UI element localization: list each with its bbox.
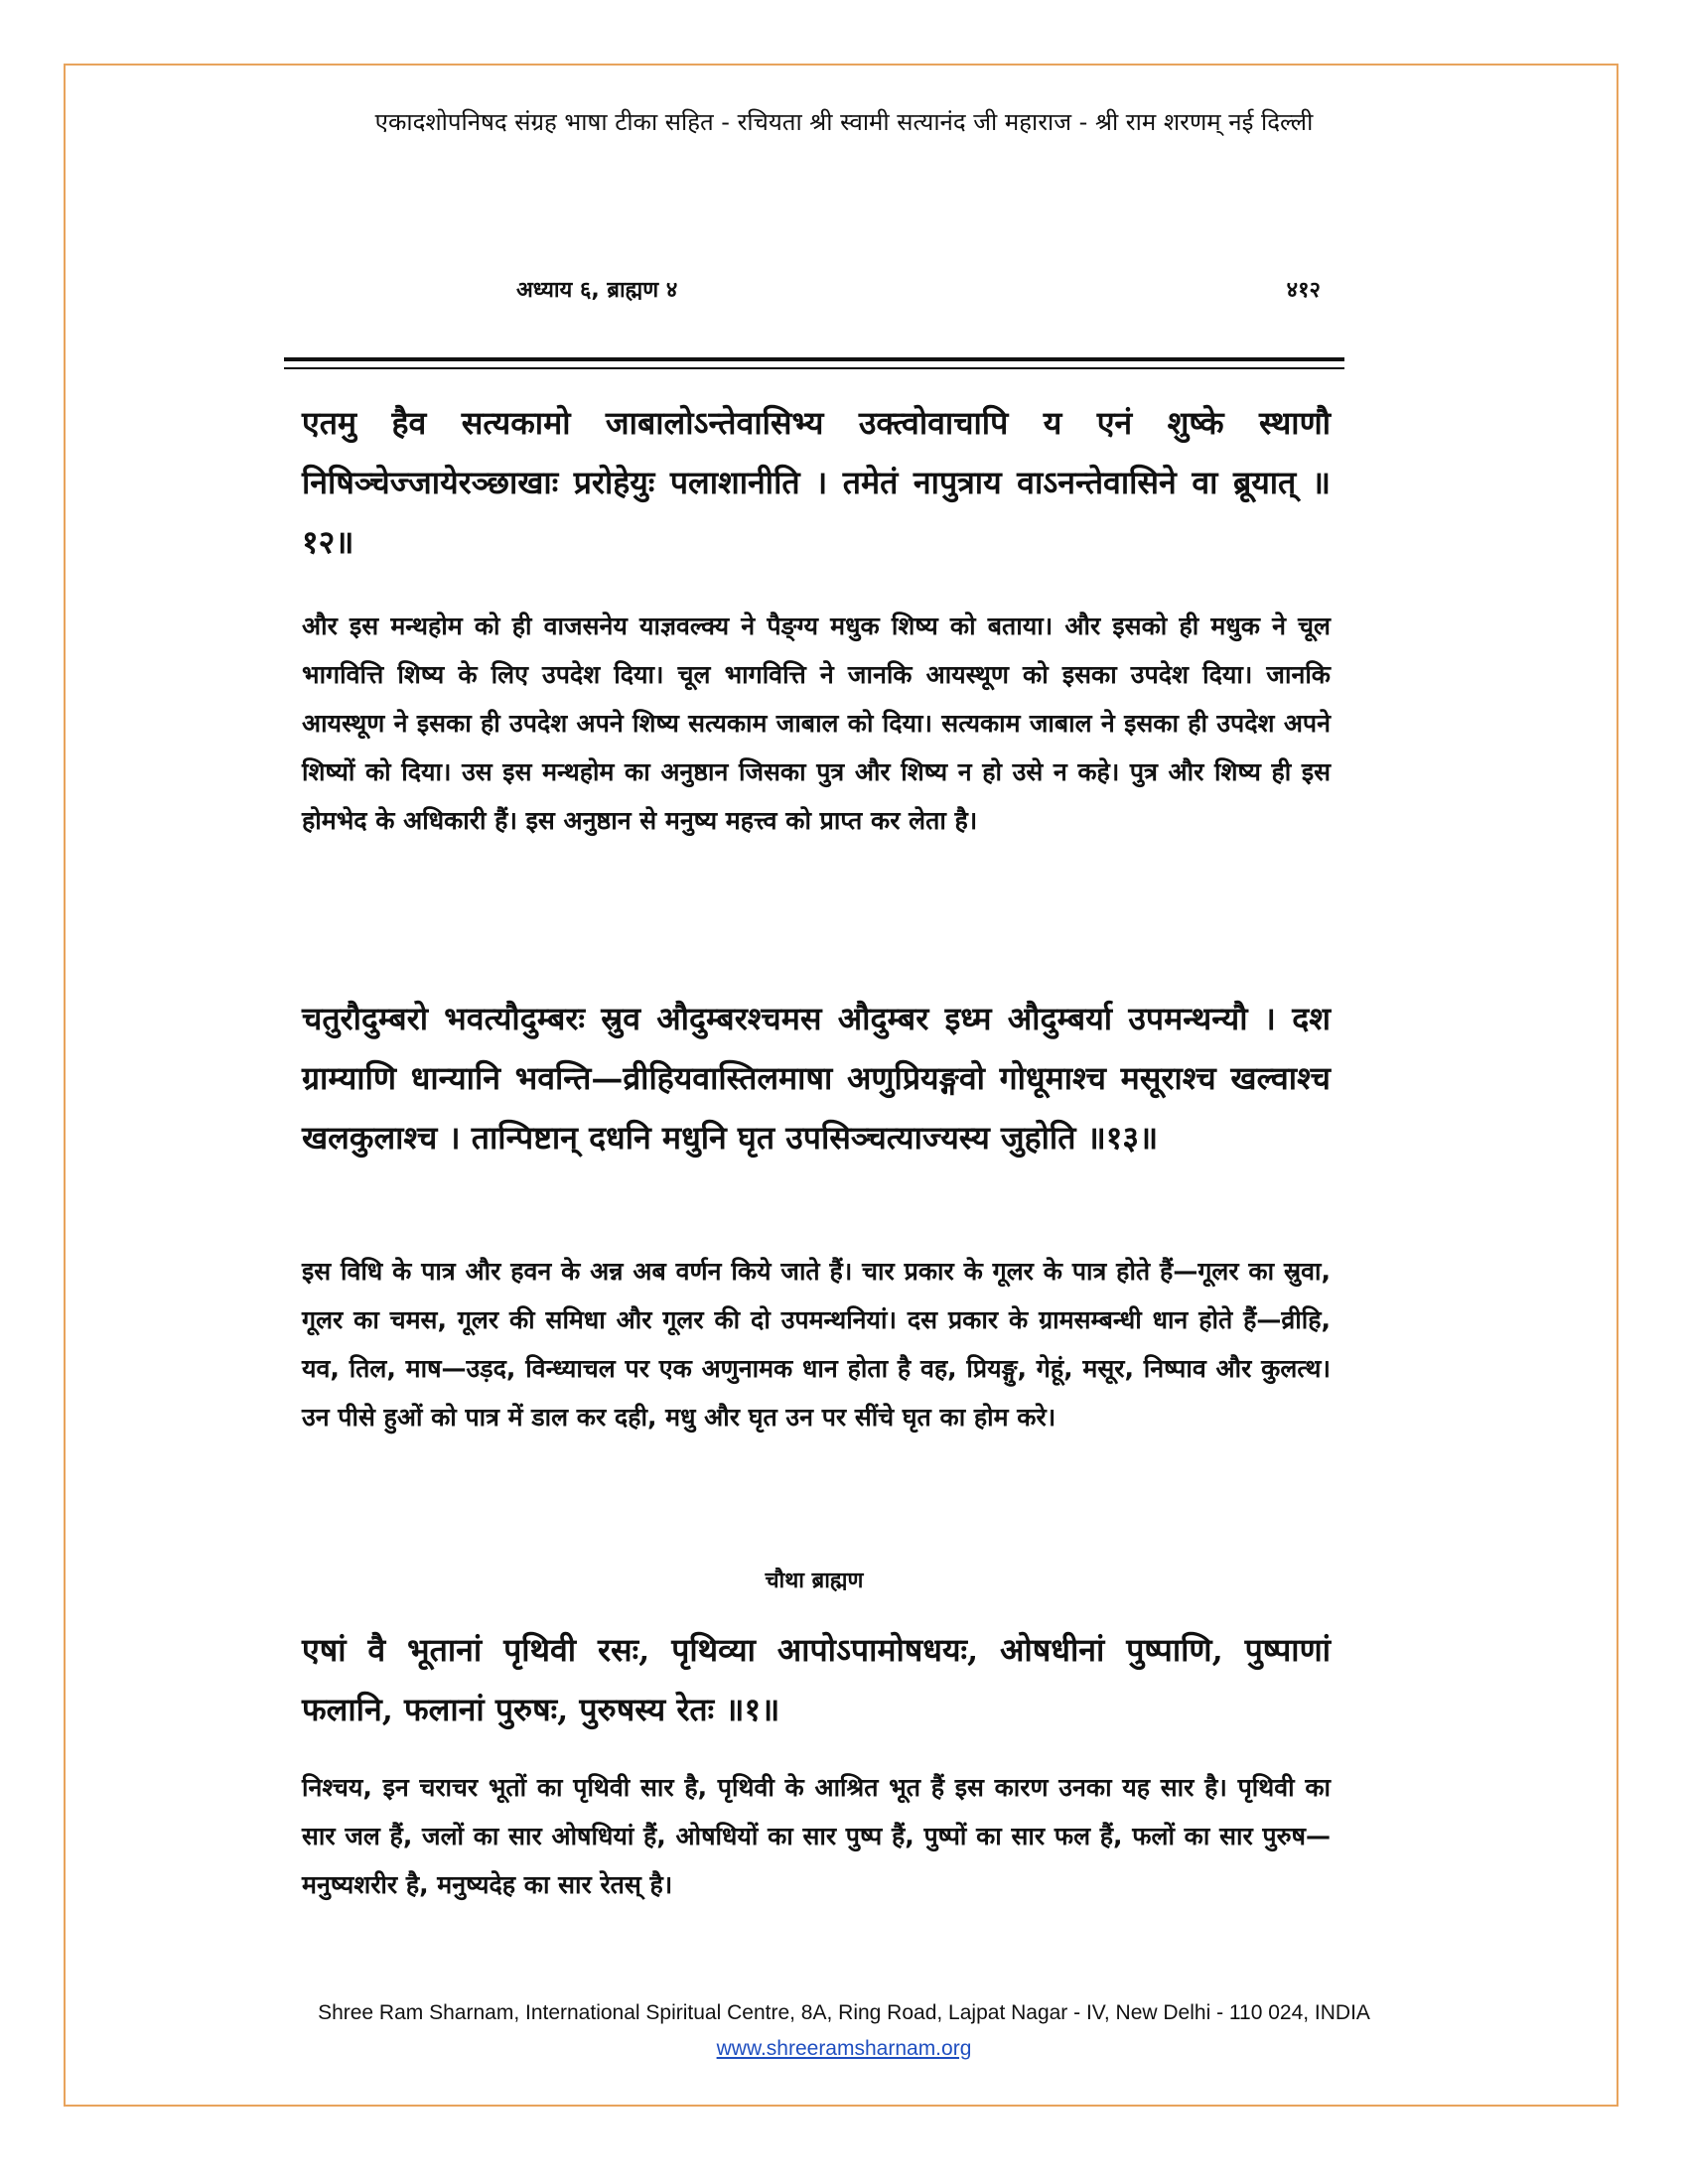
scanned-page: [278, 274, 1350, 1952]
header-rule-thin: [284, 367, 1344, 369]
website-link[interactable]: www.shreeramsharnam.org: [716, 2037, 972, 2060]
verse-13: चतुरौदुम्बरो भवत्यौदुम्बरः स्रुव औदुम्बरश्चमस औदुम्बर इध्म औदुम्बर्या उपमन्थन्यौ । दश ग्राम्याणि धान्यानि भवन्ति—व्रीहियवास्तिलमाषा अणुप्रियङ्गवो गोधूमाश्च मसूराश्च खल्वाश्च खलकुलाश्च । तान्पिष्टान् दधनि मधुनि घृत उपसिञ्चत्याज्यस्य जुहोति ॥१३॥: [302, 1000, 1331, 1157]
section-title: चौथा ब्राह्मण: [765, 1569, 864, 1593]
page-header-title: एकादशोपनिषद संग्रह भाषा टीका सहित - रचियता श्री स्वामी सत्यानंद जी महाराज - श्री राम शरणम् नई दिल्ली: [374, 108, 1314, 136]
footer-address: Shree Ram Sharnam, International Spiritual Centre, 8A, Ring Road, Lajpat Nagar - IV, New Delhi - 110 024, INDIA: [318, 2001, 1370, 2024]
verse-1: एषां वै भूतानां पृथिवी रसः, पृथिव्या आपोऽपामोषधयः, ओषधीनां पुष्पाणि, पुष्पाणां फलानि, फलानां पुरुषः, पुरुषस्य रेतः ॥१॥: [302, 1631, 1331, 1728]
page-number: ४१२: [1286, 278, 1321, 303]
header-rule-thick: [284, 357, 1344, 361]
verse-12: एतमु हैव सत्यकामो जाबालोऽन्तेवासिभ्य उक्त्वोवाचापि य एनं शुष्के स्थाणौ निषिञ्चेज्जायेरञ्छाखाः प्ररोहेयुः पलाशानीति । तमेतं नापुत्राय वाऽनन्तेवासिने वा ब्रूयात् ॥१२॥: [302, 404, 1331, 561]
gloss-12: और इस मन्थहोम को ही वाजसनेय याज्ञवल्क्य ने पैङ्ग्य मधुक शिष्य को बताया। और इसको ही मधुक ने चूल भागवित्ति शिष्य के लिए उपदेश दिया। चूल भागवित्ति ने जानकि आयस्थूण को इसका उपदेश दिया। जानकि आयस्थूण ने इसका ही उपदेश अपने शिष्य सत्यकाम जाबाल को दिया। सत्यकाम जाबाल ने इसका ही उपदेश अपने शिष्यों को दिया। उस इस मन्थहोम का अनुष्ठान जिसका पुत्र और शिष्य न हो उसे न कहे। पुत्र और शिष्य ही इस होमभेद के अधिकारी हैं। इस अनुष्ठान से मनुष्य महत्त्व को प्राप्त कर लेता है।: [302, 612, 1331, 835]
running-head: [278, 274, 1350, 314]
gloss-1: निश्चय, इन चराचर भूतों का पृथिवी सार है, पृथिवी के आश्रित भूत हैं इस कारण उनका यह सार है। पृथिवी का सार जल हैं, जलों का सार ओषधियां हैं, ओषधियों का सार पुष्प हैं, पुष्पों का सार फल हैं, फलों का सार पुरुष—मनुष्यशरीर है, मनुष्यदेह का सार रेतस् है।: [302, 1773, 1331, 1899]
gloss-13: इस विधि के पात्र और हवन के अन्न अब वर्णन किये जाते हैं। चार प्रकार के गूलर के पात्र होते हैं—गूलर का स्रुवा, गूलर का चमस, गूलर की समिधा और गूलर की दो उपमन्थनियां। दस प्रकार के ग्रामसम्बन्धी धान होते हैं—व्रीहि, यव, तिल, माष—उड़द, विन्ध्याचल पर एक अणुनामक धान होता है वह, प्रियङ्गु, गेहूं, मसूर, निष्पाव और कुलत्थ। उन पीसे हुओं को पात्र में डाल कर दही, मधु और घृत उन पर सींचे घृत का होम करे।: [302, 1257, 1331, 1432]
running-title: अध्याय ६, ब्राह्मण ४: [516, 278, 678, 303]
